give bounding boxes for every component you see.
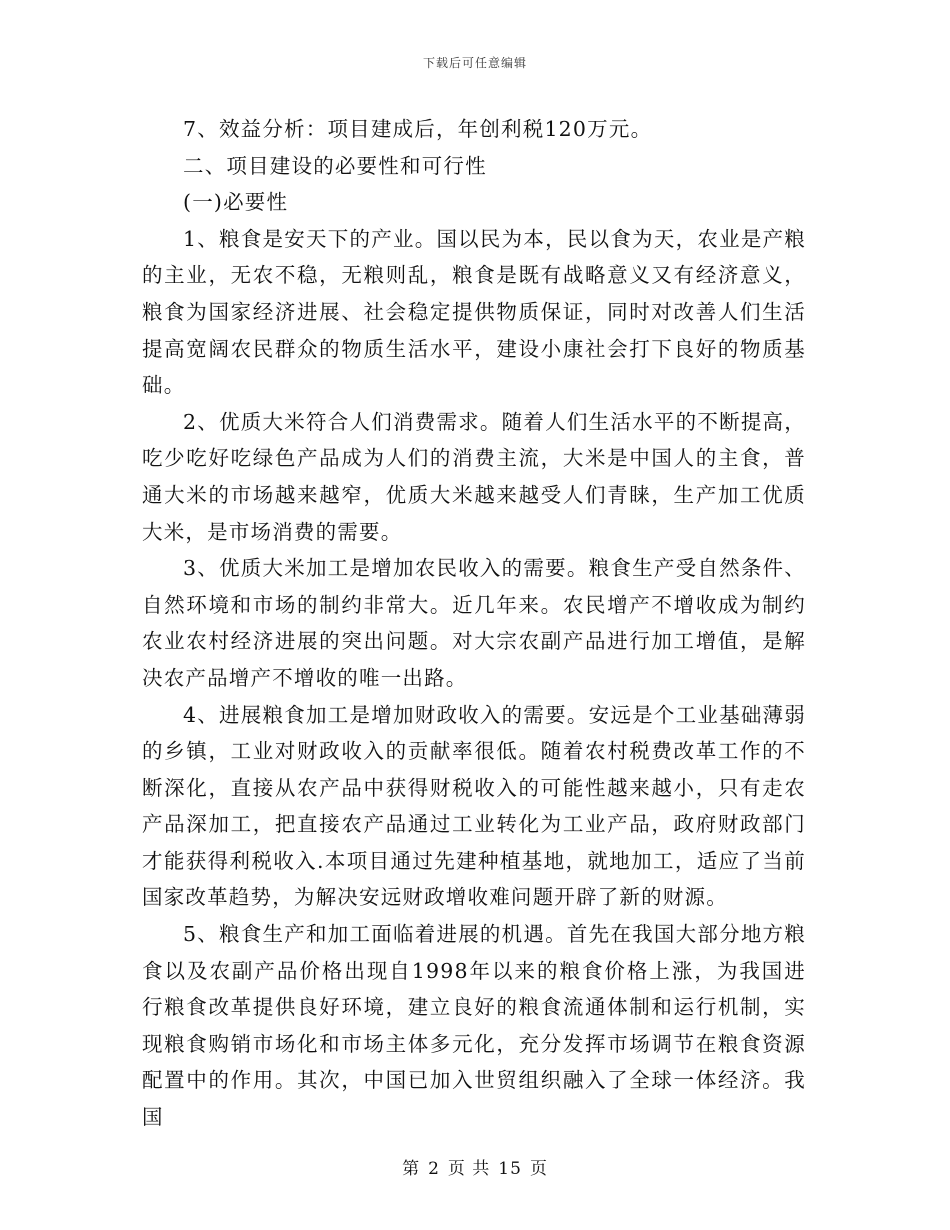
paragraph-benefit-analysis: 7、效益分析：项目建成后，年创利税120万元。 [183,117,653,141]
paragraph-point-3: 3、优质大米加工是增加农民收入的需要。粮食生产受自然条件、自然环境和市场的制约非常大。近几年来。农民增产不增收成为制约农业农村经济进展的突出问题。对大宗农副产品进行加工增值，是解决农产品增产不增收的唯一出路。 [142,556,806,690]
page-footer [0,1154,950,1179]
footer-mid: 页 共 [447,1159,491,1179]
footer-total-pages: 15 [498,1159,522,1179]
document-body [142,111,806,1136]
footer-prefix: 第 [402,1159,421,1179]
paragraph-point-2: 2、优质大米符合人们消费需求。随着人们生活水平的不断提高，吃少吃好吃绿色产品成为人们的消费主流，大米是中国人的主食，普通大米的市场越来越窄，优质大米越来越受人们青睐，生产加工优质大米，是市场消费的需要。 [142,409,806,544]
paragraph-point-4: 4、进展粮食加工是增加财政收入的需要。安远是个工业基础薄弱的乡镇，工业对财政收入的贡献率很低。随着农村税费改革工作的不断深化，直接从农产品中获得财税收入的可能性越来越小，只有走农产品深加工，把直接农产品通过工业转化为工业产品，政府财政部门才能获得利税收入.本项目通过先建种植基地，就地加工，适应了当前国家改革趋势，为解决安远财政增收难问题开辟了新的财源。 [142,702,806,910]
subsection-heading-necessity: (一)必要性 [183,190,289,215]
footer-current-page: 2 [428,1159,440,1179]
page-header-note: 下载后可任意编辑 [422,56,527,70]
paragraph-point-5: 5、粮食生产和加工面临着进展的机遇。首先在我国大部分地方粮食以及农副产品价格出现自1998年以来的粮食价格上涨，为我国进行粮食改革提供良好环境，建立良好的粮食流通体制和运行机制，实现粮食购销市场化和市场主体多元化，充分发挥市场调节在粮食资源配置中的作用。其次，中国已加入世贸组织融入了全球一体经济。我国 [142,922,806,1130]
paragraph-point-1: 1、粮食是安天下的产业。国以民为本，民以食为天，农业是产粮的主业，无农不稳，无粮则乱，粮食是既有战略意义又有经济意义，粮食为国家经济进展、社会稳定提供物质保证，同时对改善人们生活提高宽阔农民群众的物质生活水平，建设小康社会打下良好的物质基础。 [142,226,806,398]
section-heading-necessity-feasibility: 二、项目建设的必要性和可行性 [183,153,487,178]
footer-suffix: 页 [529,1159,548,1179]
